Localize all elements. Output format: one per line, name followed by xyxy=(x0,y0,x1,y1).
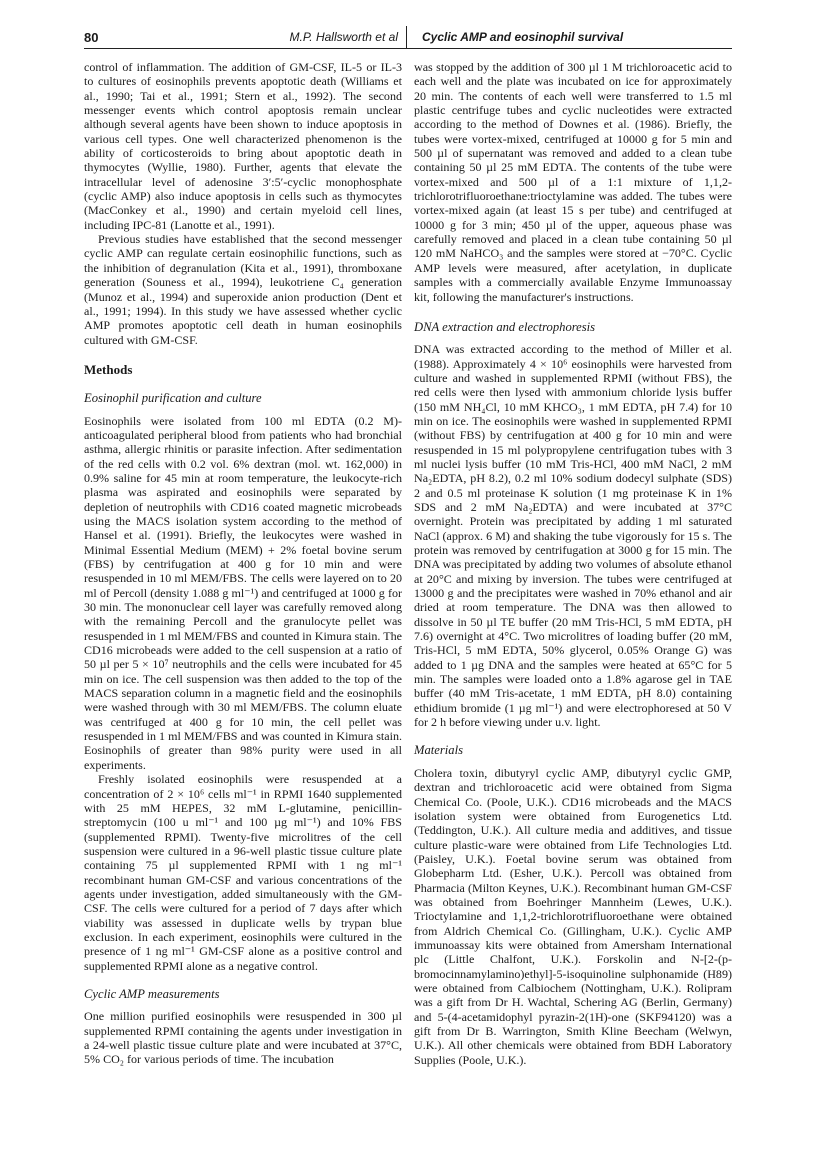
header-rule xyxy=(84,48,732,49)
eosinophil-purification-heading: Eosinophil purification and culture xyxy=(84,391,262,406)
purification-paragraph-1: Eosinophils were isolated from 100 ml EDTA (0.2 M)-anticoagulated peripheral blood from patients who had bronchial asthma, allergic rhinitis or parasite infection. After sedimentation of the red cells with 0.2 vol. 6% dextran (mol. wt. 162,000) in 0.9% saline for 45 min at room temperature, the leukocyte-rich plasma was aspirated and eosinophils were separated by depletion of neutrophils with CD16 coated magnetic microbeads using the MACS isolation system according to the method of Hansel et al. (1991). Briefly, the leukocytes were washed in Minimal Essential Medium (MEM) + 2% foetal bovine serum (FBS) by centrifugation at 400 g for 10 min and were resuspended in 10 ml MEM/FBS. The cells were layered on to 20 ml of Percoll (density 1.088 g ml⁻¹) and centrifuged at 1000 g for 30 min. The mononuclear cell layer was carefully removed along with the remaining Percoll and the granulocyte pellet was resuspended in 1 ml MEM/FBS and counted in Kimura stain. The CD16 microbeads were added to the cell suspension at a ratio of 50 µl per 5 × 10⁷ neutrophils and the cells were incubated for 45 min on ice. The cell suspension was then added to the top of the MACS separation column in a magnetic field and the eosinophils were washed through with 30 ml MEM/FBS. The column eluate was centrifuged at 400 g for 10 min, the cell pellet was resuspended in 1 ml MEM/FBS and was counted in Kimura stain. Eosinophils of greater than 98% purity were used in all experiments. xyxy=(84,413,402,772)
running-authors: M.P. Hallsworth et al xyxy=(289,30,398,44)
cyclic-amp-paragraph: One million purified eosinophils were resuspended in 300 µl supplemented RPMI containing the agents under investigation in a 24-well plastic tissue culture plate and were incubated at 37°C, 5% CO₂ for various periods of time. The incubation xyxy=(84,1009,402,1067)
materials-paragraph: Cholera toxin, dibutyryl cyclic AMP, dibutyryl cyclic GMP, dextran and trichloroacetic acid were obtained from Sigma Chemical Co. (Poole, U.K.). CD16 microbeads and the MACS isolation system were obtained from Eurogenetics Ltd. (Teddington, U.K.). All culture media and additives, and tissue culture plastic-ware were obtained from Life Technologies Ltd. (Paisley, U.K.). Foetal bovine serum was obtained from Globepharm Ltd. (Esher, U.K.). Percoll was obtained from Pharmacia (Milton Keynes, U.K.). Recombinant human GM-CSF was obtained from Boehringer Mannheim (Lewes, U.K.). Trioctylamine and 1,1,2-trichlorotrifluoroethane were obtained from Aldrich Chemical Co. (Gillingham, U.K.). Cyclic AMP immunoassay kits were obtained from Amersham International plc (Little Chalfont, U.K.). Forskolin and N-[2-(p-bromocinnamylamino)ethyl]-5-isoquinoline sulphonamide (H89) were obtained from Calbiochem (Nottingham, U.K.). Rolipram was a gift from Dr H. Wachtal, Schering AG (Berlin, Germany) and 5-(4-acetamidophyl pyrazin-2(1H)-one (SKF94120) was a gift from Dr B. Warrington, Smith Kline Beecham (Welwyn, U.K.). All other chemicals were obtained from BDH Laboratory Supplies (Poole, U.K.). xyxy=(414,765,732,1067)
cyclic-amp-paragraph-continued: was stopped by the addition of 300 µl 1 M trichloroacetic acid to each well and the plate was incubated on ice for approximately 20 min. The contents of each well were transferred to 1.5 ml plastic centrifuge tubes and cyclic nucleotides were extracted according to the method of Downes et al. (1986). Briefly, the tubes were vortex-mixed, centrifuged at 10000 g for 5 min and 500 µl of supernatant was removed and added to a clean tube containing 50 µl 25 mM EDTA. The contents of the tube were vortex-mixed and 500 µl of a 1:1 mixture of 1,1,2-trichlorotrifluoroethane:trioctylamine was added. The tubes were vortex-mixed again (at least 15 s per tube) and centrifuged at 10000 g for 3 min; 450 µl of the upper, aqueous phase was carefully removed and placed in a clean tube containing 50 µl 120 mM NaHCO₃ and the samples were stored at −70°C. Cyclic AMP levels were measured, after acetylation, in duplicate samples with a commercially available Enzyme Immunoassay kit, following the manufacturer's instructions. xyxy=(414,60,732,304)
materials-heading: Materials xyxy=(414,743,463,758)
left-column xyxy=(84,60,402,1067)
methods-heading: Methods xyxy=(84,361,133,377)
header-divider xyxy=(406,26,407,48)
intro-paragraph-1: control of inflammation. The addition of GM-CSF, IL-5 or IL-3 to cultures of eosinophils prevents apoptotic death (Williams et al., 1990; Tai et al., 1991; Stern et al., 1992). The second messenger events which control apoptosis remain unclear although several agents have been shown to induce apoptosis in various cell types. One well characterized phenomenon is the ability of corticosteroids to bring about apoptotic death in thymocytes (Wyllie, 1980). Further, agents that elevate the intracellular level of adenosine 3′:5′-cyclic monophosphate (cyclic AMP) also induce apoptosis in cells such as thymocytes (MacConkey et al., 1990) and certain myeloid cell lines, including IPC-81 (Lanotte et al., 1991). xyxy=(84,60,402,232)
page-number: 80 xyxy=(84,30,99,45)
cyclic-amp-heading: Cyclic AMP measurements xyxy=(84,986,220,1001)
purification-paragraph-2: Freshly isolated eosinophils were resuspended at a concentration of 2 × 10⁶ cells ml⁻¹ in RPMI 1640 supplemented with 25 mM HEPES, 32 mM L-glutamine, penicillin-streptomycin (100 u ml⁻¹ and 100 µg ml⁻¹) and 10% FBS (supplemented RPMI). Twenty-five microlitres of the cell suspension were cultured in a 96-well plastic tissue culture plate containing 75 µl supplemented RPMI with 1 ng ml⁻¹ recombinant human GM-CSF and various concentrations of the agents under investigation, added simultaneously with the GM-CSF. The cells were cultured for a period of 7 days after which viability was assessed in duplicate wells by trypan blue exclusion. In each experiment, eosinophils were cultured in the presence of 1 ng ml⁻¹ GM-CSF alone as a positive control and supplemented RPMI alone as a negative control. xyxy=(84,772,402,973)
running-title: Cyclic AMP and eosinophil survival xyxy=(422,30,624,44)
dna-extraction-paragraph: DNA was extracted according to the method of Miller et al. (1988). Approximately 4 × 10⁶ eosinophils were harvested from culture and washed in supplemented RPMI (without FBS), the red cells were then lysed with ammonium chloride lysis buffer (150 mM NH₄Cl, 10 mM KHCO₃, 1 mM EDTA, pH 7.4) for 10 min on ice. The eosinophils were washed in supplemented RPMI (without FBS) by centrifugation at 400 g for 10 min and were resuspended in 15 ml polypropylene centrifugation tubes with 3 ml nuclei lysis buffer (10 mM Tris-HCl, 400 mM NaCl, 2 mM Na₂EDTA, pH 8.2), 0.2 ml 10% sodium dodecyl sulphate (SDS) 2 and 0.5 ml proteinase K solution (1 mg proteinase K in 1% SDS and 2 mM Na₂EDTA) and were incubated at 37°C overnight. Protein was precipitated by adding 1 ml saturated NaCl (approx. 6 M) and shaking the tube vigorously for 15 s. The protein was removed by centrifugation at 3000 g for 15 min. The DNA was precipitated by adding two volumes of absolute ethanol at 20°C and mixing by inversion. The tubes were centrifuged at 13000 g and the precipitates were washed in 70% ethanol and air dried at room temperature. The DNA was then allowed to dissolve in 50 µl TE buffer (20 mM Tris-HCl, 5 mM EDTA, pH 7.6) overnight at 4°C. Two microlitres of loading buffer (20 mM, Tris-HCl, 5 mM EDTA, 50% glycerol, 0.05% Orange G) was added to 1 µg DNA and the samples were heated at 65°C for 5 min. The samples were loaded onto a 1.8% agarose gel in TAE buffer (40 mM Tris-acetate, 1 mM EDTA, pH 8.0) containing ethidium bromide (1 µg ml⁻¹) and were electrophoresed at 50 V for 2 h before viewing under u.v. light. xyxy=(414,342,732,730)
right-column xyxy=(414,60,732,1067)
dna-extraction-heading: DNA extraction and electrophoresis xyxy=(414,319,596,334)
page-header xyxy=(84,26,732,50)
intro-paragraph-2: Previous studies have established that the second messenger cyclic AMP can regulate certain eosinophilic functions, such as the inhibition of degranulation (Kita et al., 1991), thromboxane generation (Souness et al., 1994), leukotriene C₄ generation (Munoz et al., 1994) and superoxide anion production (Dent et al., 1991; 1994). In this study we have assessed whether cyclic AMP promotes apoptotic cell death in human eosinophils cultured with GM-CSF. xyxy=(84,232,402,347)
